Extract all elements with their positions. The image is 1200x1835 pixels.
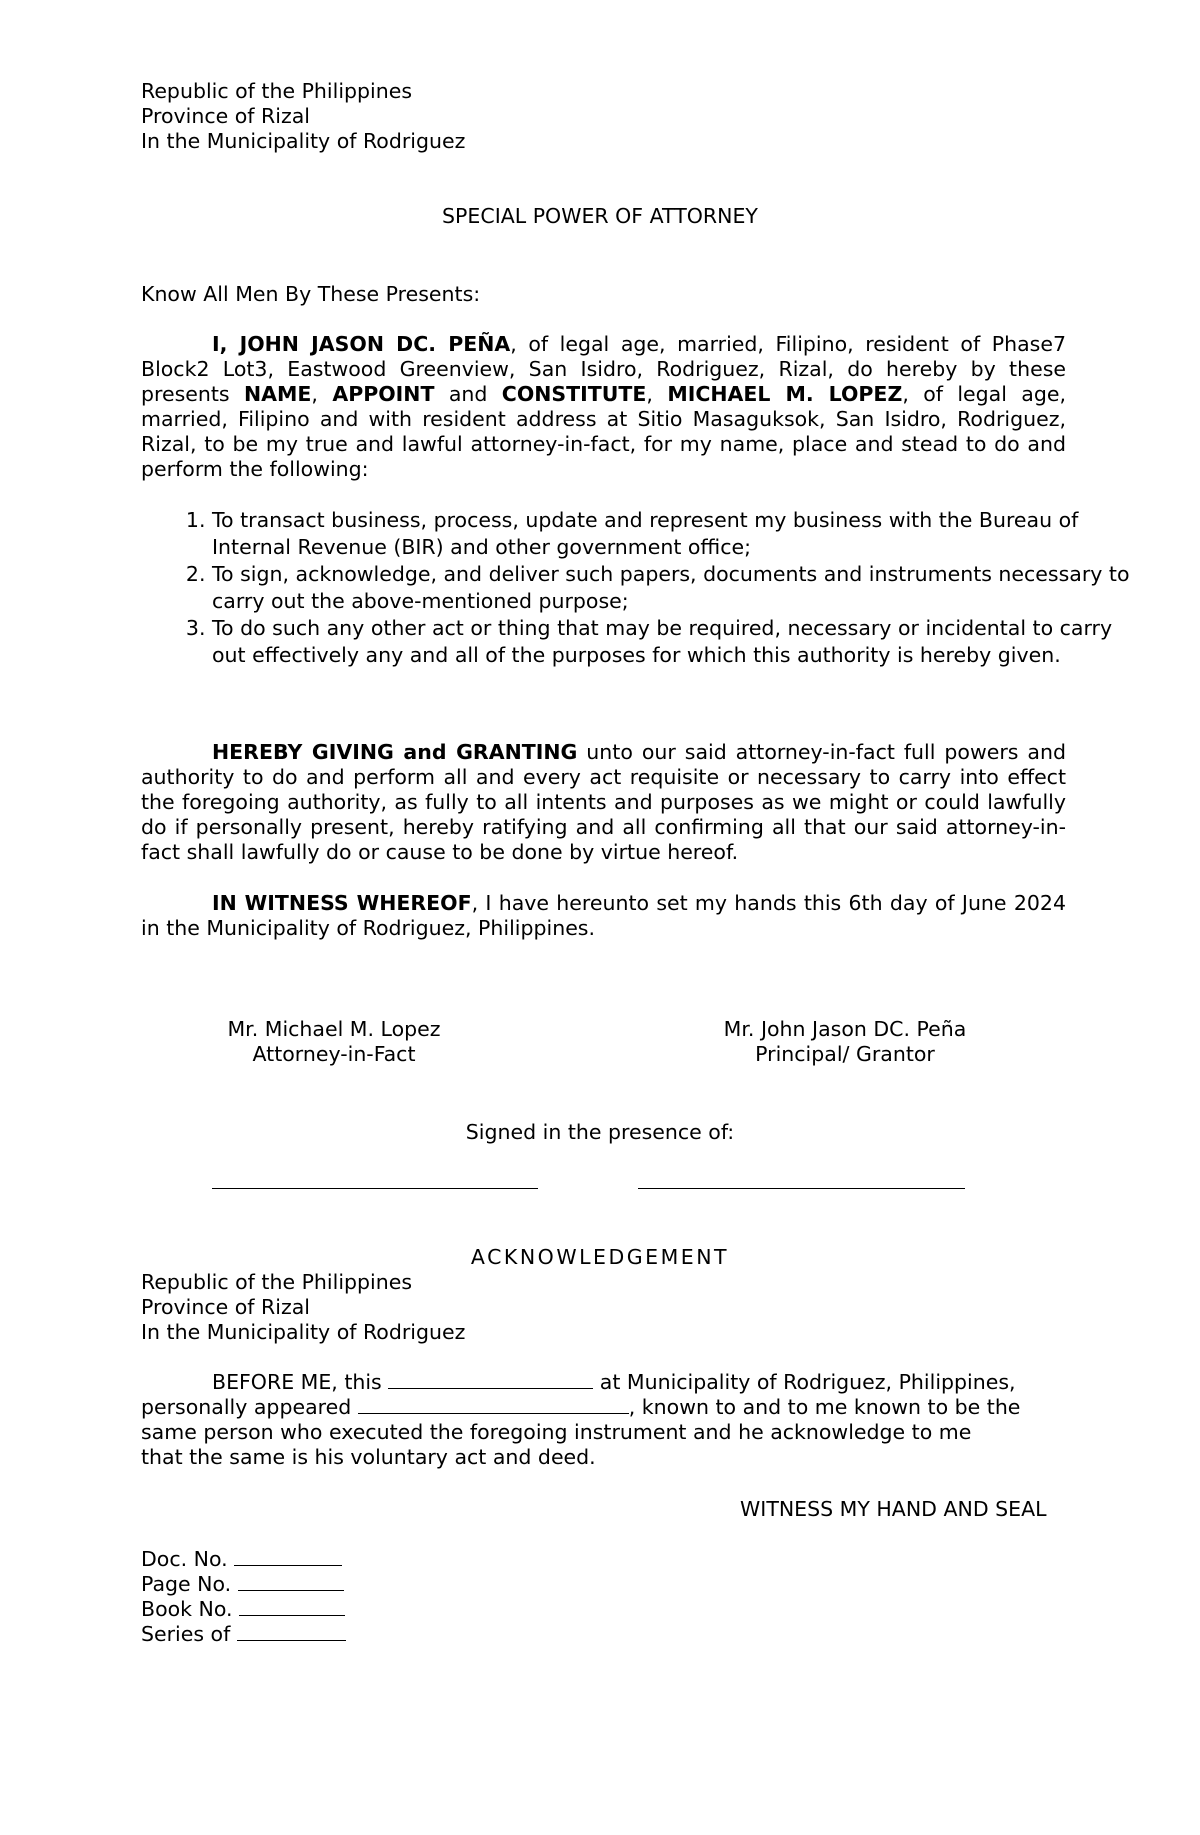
name-keyword: NAME bbox=[243, 382, 312, 406]
attorney-name: MICHAEL M. LOPEZ bbox=[667, 382, 903, 406]
witness-lead: IN WITNESS WHEREOF bbox=[212, 891, 472, 915]
header-republic: Republic of the Philippines bbox=[141, 79, 413, 103]
principal-name: I, JOHN JASON DC. PEÑA bbox=[212, 332, 511, 356]
ack-header-province: Province of Rizal bbox=[141, 1295, 310, 1319]
ack-line-4: that the same is his voluntary act and deed. bbox=[141, 1445, 596, 1469]
duties-list bbox=[141, 507, 1137, 669]
header-province: Province of Rizal bbox=[141, 104, 310, 128]
seal-text: WITNESS MY HAND AND SEAL bbox=[740, 1497, 1047, 1521]
date-blank bbox=[388, 1370, 593, 1389]
list-item: 2. To sign, acknowledge, and deliver such papers, documents and instruments necessary to carry out the above-mentioned purpose; bbox=[212, 561, 1137, 615]
attorney-signature-block bbox=[184, 1017, 484, 1067]
presence-label: Signed in the presence of: bbox=[465, 1120, 735, 1144]
acknowledgement-title: ACKNOWLEDGEMENT bbox=[470, 1245, 730, 1269]
appoint-keyword: APPOINT bbox=[332, 382, 435, 406]
appointment-paragraph: I, JOHN JASON DC. PEÑA, of legal age, married, Filipino, resident of Phase7 Block2 Lot3, Eastwood Greenview, San Isidro, Rodriguez, Rizal, do hereby by these presents NAME, APPOINT and CONSTITUTE, MICHAEL M. LOPEZ, of legal age, married, Filipino and with resident address at Sitio Masaguksok, San Isidro, Rodriguez, Rizal, to be my true and lawful attorney-in-fact, for my name, place and stead to do and perform the following: bbox=[141, 332, 1066, 481]
principal-signatory-name: Mr. John Jason DC. Peña bbox=[723, 1017, 967, 1041]
series-row: Series of bbox=[141, 1622, 346, 1647]
granting-lead: HEREBY GIVING and GRANTING bbox=[212, 740, 578, 764]
principal-signatory-role: Principal/ Grantor bbox=[755, 1042, 935, 1066]
attorney-signatory-name: Mr. Michael M. Lopez bbox=[227, 1017, 441, 1041]
book-no-blank bbox=[239, 1597, 345, 1616]
ack-line-1: BEFORE ME, this at Municipality of Rodriguez, Philippines, bbox=[212, 1370, 1016, 1394]
witness-signature-line-1 bbox=[212, 1188, 538, 1189]
granting-paragraph: HEREBY GIVING and GRANTING unto our said attorney-in-fact full powers and authority to do and perform all and every act requisite or necessary to carry into effect the foregoing authority, as fully to all intents and purposes as we might or could lawfully do if personally present, hereby ratifying and all confirming all that our said attorney-in-fact shall lawfully do or cause to be done by virtue hereof. bbox=[141, 740, 1066, 864]
book-no-row: Book No. bbox=[141, 1597, 345, 1622]
doc-no-blank bbox=[234, 1547, 342, 1566]
ack-line-3: same person who executed the foregoing instrument and he acknowledge to me bbox=[141, 1420, 972, 1444]
constitute-keyword: CONSTITUTE bbox=[501, 382, 647, 406]
list-item: 3. To do such any other act or thing that may be required, necessary or incidental to carry out effectively any and all of the purposes for which this authority is hereby given. bbox=[212, 615, 1137, 669]
ack-header-municipality: In the Municipality of Rodriguez bbox=[141, 1320, 466, 1344]
series-blank bbox=[237, 1622, 346, 1641]
attorney-signatory-role: Attorney-in-Fact bbox=[252, 1042, 416, 1066]
document-title: SPECIAL POWER OF ATTORNEY bbox=[442, 204, 758, 228]
appeared-name-blank bbox=[358, 1395, 629, 1414]
principal-signature-block bbox=[695, 1017, 995, 1067]
salutation: Know All Men By These Presents: bbox=[141, 282, 481, 306]
page-no-blank bbox=[238, 1572, 344, 1591]
doc-no-row: Doc. No. bbox=[141, 1547, 342, 1572]
header-municipality: In the Municipality of Rodriguez bbox=[141, 129, 466, 153]
page-no-row: Page No. bbox=[141, 1572, 344, 1597]
ack-header-republic: Republic of the Philippines bbox=[141, 1270, 413, 1294]
ack-line-2: personally appeared , known to and to me known to be the bbox=[141, 1395, 1021, 1419]
witness-signature-line-2 bbox=[638, 1188, 965, 1189]
witness-paragraph: IN WITNESS WHEREOF, I have hereunto set my hands this 6th day of June 2024 in the Municipality of Rodriguez, Philippines. bbox=[141, 891, 1066, 940]
list-item: 1. To transact business, process, update and represent my business with the Bureau of Internal Revenue (BIR) and other government office; bbox=[212, 507, 1137, 561]
